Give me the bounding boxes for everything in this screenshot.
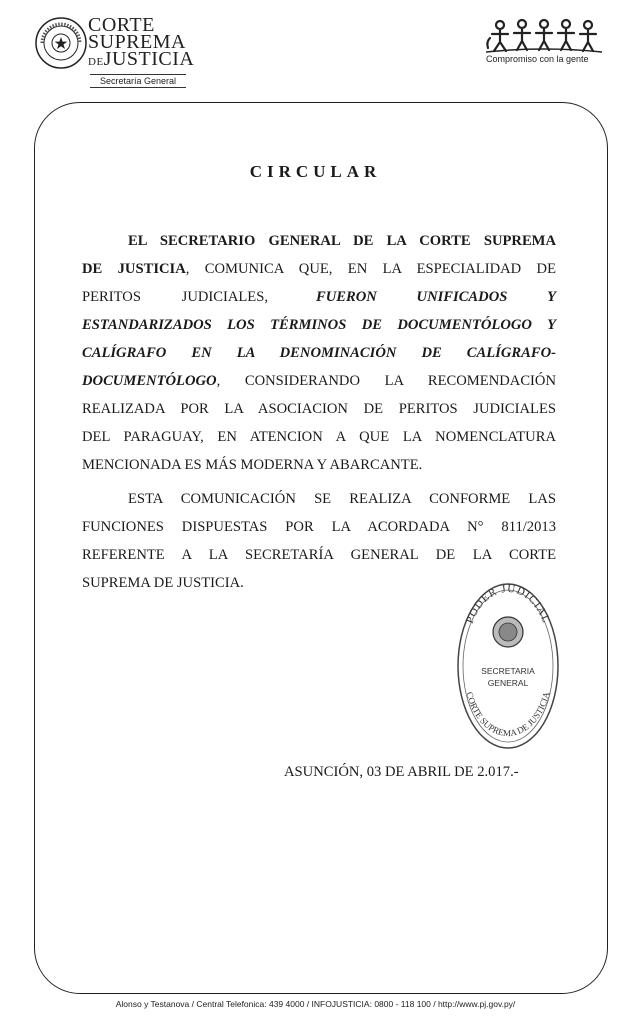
- official-stamp: [454, 580, 562, 752]
- paragraph-1: [82, 227, 556, 479]
- stamp-middle-line2: GENERAL: [487, 678, 529, 688]
- p1-line-6: DOCUMENTÓLOGO, CONSIDERANDO LA RECOMENDACIÓN: [82, 373, 556, 389]
- p1-line-3-plain: PERITOS JUDICIALES,: [82, 289, 268, 305]
- stamp-bottom-text: CORTE SUPREMA DE JUSTICIA: [464, 690, 552, 739]
- people-figures-icon: [484, 18, 604, 54]
- court-name-line2: SUPREMA: [88, 31, 186, 53]
- p1-line-1: EL SECRETARIO GENERAL DE LA CORTE SUPREMA: [128, 233, 556, 249]
- court-name-line3: JUSTICIA: [103, 48, 195, 70]
- tagline: Compromiso con la gente: [486, 54, 589, 64]
- court-name-prefix: DE: [88, 56, 104, 68]
- court-logo: [34, 14, 194, 92]
- p1-line-8: DEL PARAGUAY, EN ATENCION A QUE LA NOMENCLATURA: [82, 429, 556, 445]
- p1-line-7: REALIZADA POR LA ASOCIACION DE PERITOS JUDICIALES: [82, 401, 556, 417]
- footer-contact: Alonso y Testanova / Central Telefonica: 439 4000 / INFOJUSTICIA: 0800 - 118 100 / http://www.pj.gov.py/: [115, 999, 516, 1009]
- community-logo: [484, 18, 604, 68]
- department-label: Secretaría General: [90, 74, 186, 88]
- court-name: [88, 14, 195, 71]
- p2-line-4: SUPREMA DE JUSTICIA.: [82, 575, 244, 591]
- p1-line-3: [82, 283, 556, 311]
- p1-line-3-emphasis: FUERON UNIFICADOS Y: [316, 289, 556, 305]
- court-name-line1: CORTE: [88, 14, 155, 36]
- stamp-top-text: PODER JUDICIAL: [463, 582, 553, 626]
- p2-line-1: ESTA COMUNICACIÓN SE REALIZA CONFORME LAS: [128, 491, 556, 507]
- national-seal-icon: [34, 16, 88, 70]
- p2-line-3: REFERENTE A LA SECRETARÍA GENERAL DE LA CORTE: [82, 547, 556, 563]
- p1-line-5: CALÍGRAFO EN LA DENOMINACIÓN DE CALÍGRAFO-: [82, 345, 556, 361]
- document-title: CIRCULAR: [249, 162, 382, 181]
- document-date: ASUNCIÓN, 03 DE ABRIL DE 2.017.-: [284, 764, 519, 780]
- p1-line-9: MENCIONADA ES MÁS MODERNA Y ABARCANTE.: [82, 457, 423, 473]
- stamp-middle-line1: SECRETARIA: [481, 666, 535, 676]
- p1-line-4: ESTANDARIZADOS LOS TÉRMINOS DE DOCUMENTÓLOGO Y: [82, 317, 556, 333]
- p1-line-2: DE JUSTICIA, COMUNICA QUE, EN LA ESPECIALIDAD DE: [82, 261, 557, 277]
- p2-line-2: FUNCIONES DISPUESTAS POR LA ACORDADA N° 811/2013: [82, 519, 556, 535]
